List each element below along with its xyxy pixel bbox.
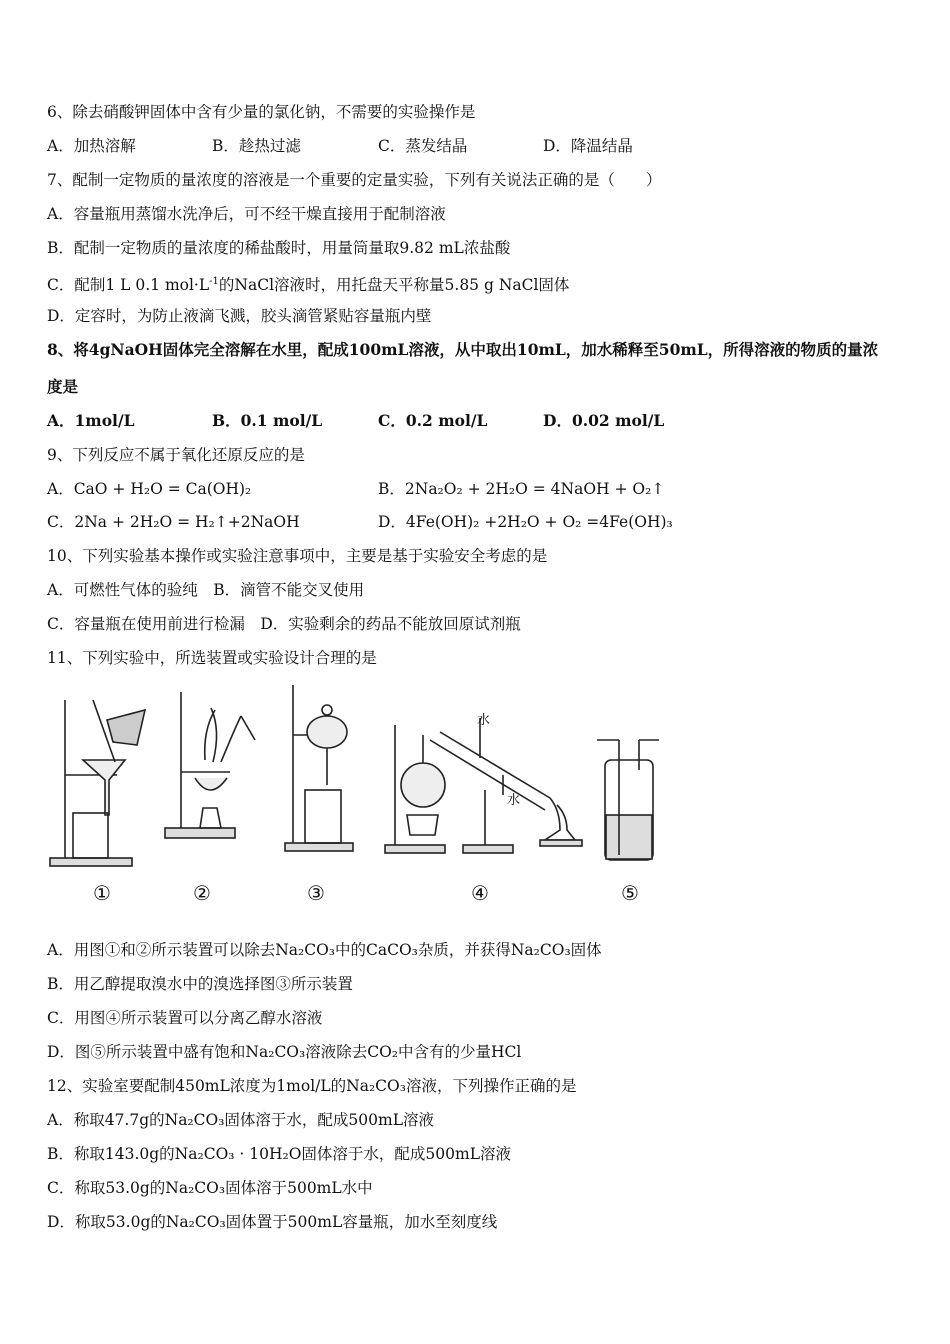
q9-option-b: B．2Na₂O₂ + 2H₂O = 4NaOH + O₂↑ [378,480,665,498]
q12-option-c: C．称取53.0g的Na₂CO₃固体溶于500mL水中 [47,1179,373,1197]
q6-option-d: D．降温结晶 [543,137,633,155]
q9-option-c: C．2Na + 2H₂O = H₂↑+2NaOH [47,513,300,531]
q6-option-a: A．加热溶解 [47,137,136,155]
q9-stem: 9、下列反应不属于氧化还原反应的是 [47,446,305,464]
q7-option-c-pre: C．配制1 L 0.1 mol·L [47,276,210,295]
q8-option-a: A．1mol/L [47,411,135,430]
q12-option-b: B．称取143.0g的Na₂CO₃ · 10H₂O固体溶于水，配成500mL溶液 [47,1145,512,1163]
figure-label-4: ④ [471,881,489,905]
q6-option-b: B．趁热过滤 [212,137,301,155]
q7-stem: 7、配制一定物质的量浓度的溶液是一个重要的定量实验，下列有关说法正确的是（ ） [47,171,662,189]
apparatus-5-gas-washing-bottle [597,740,659,860]
q8-option-c: C．0.2 mol/L [378,411,488,430]
figure-water-label-bottom: 水 [507,793,521,808]
figure-label-5: ⑤ [621,881,639,905]
q11-option-b: B．用乙醇提取溴水中的溴选择图③所示装置 [47,975,353,993]
q10-options-cd: C．容量瓶在使用前进行检漏 D．实验剩余的药品不能放回原试剂瓶 [47,615,521,633]
q8-stem-line1: 8、将4gNaOH固体完全溶解在水里，配成100mL溶液，从中取出10mL，加水稀释至50mL，所得溶液的物质的量浓 [47,340,879,359]
q11-option-d: D．图⑤所示装置中盛有饱和Na₂CO₃溶液除去CO₂中含有的少量HCl [47,1043,522,1061]
q12-stem: 12、实验室要配制450mL浓度为1mol/L的Na₂CO₃溶液，下列操作正确的是 [47,1077,577,1095]
q7-option-c [47,272,569,295]
q11-option-c: C．用图④所示装置可以分离乙醇水溶液 [47,1009,323,1027]
q9-option-d: D．4Fe(OH)₂ +2H₂O + O₂ =4Fe(OH)₃ [378,513,673,531]
figure-water-label-top: 水 [477,713,491,728]
figure-label-3: ③ [307,881,325,905]
q8-stem-line2: 度是 [47,377,79,396]
q10-options-ab: A．可燃性气体的验纯 B．滴管不能交叉使用 [47,581,365,599]
figure-label-2: ② [193,881,211,905]
q12-option-d: D．称取53.0g的Na₂CO₃固体置于500mL容量瓶，加水至刻度线 [47,1213,498,1231]
q7-option-b: B．配制一定物质的量浓度的稀盐酸时，用量筒量取9.82 mL浓盐酸 [47,239,511,257]
q7-option-c-sup: -1 [209,276,219,287]
q8-option-d: D．0.02 mol/L [543,411,665,430]
q7-option-a: A．容量瓶用蒸馏水洗净后，可不经干燥直接用于配制溶液 [47,205,446,223]
q12-option-a: A．称取47.7g的Na₂CO₃固体溶于水，配成500mL溶液 [47,1111,435,1129]
q7-option-c-post: 的NaCl溶液时，用托盘天平称量5.85 g NaCl固体 [218,276,570,295]
q6-stem: 6、除去硝酸钾固体中含有少量的氯化钠，不需要的实验操作是 [47,103,476,121]
q11-stem: 11、下列实验中，所选装置或实验设计合理的是 [47,649,377,667]
figure-label-1: ① [93,881,111,905]
q6-option-c: C．蒸发结晶 [378,137,468,155]
q9-option-a: A．CaO + H₂O = Ca(OH)₂ [47,480,252,498]
apparatus-3-separatory-funnel [285,685,353,851]
q7-option-d: D．定容时，为防止液滴飞溅，胶头滴管紧贴容量瓶内壁 [47,307,432,325]
q8-option-b: B．0.1 mol/L [212,411,323,430]
q11-option-a: A．用图①和②所示装置可以除去Na₂CO₃中的CaCO₃杂质，并获得Na₂CO₃固体 [47,941,602,959]
apparatus-figure [45,680,670,910]
apparatus-4-distillation [385,718,582,853]
apparatus-1-filtration [50,700,145,866]
apparatus-2-evaporation [165,692,255,838]
q10-stem: 10、下列实验基本操作或实验注意事项中，主要是基于实验安全考虑的是 [47,547,548,565]
